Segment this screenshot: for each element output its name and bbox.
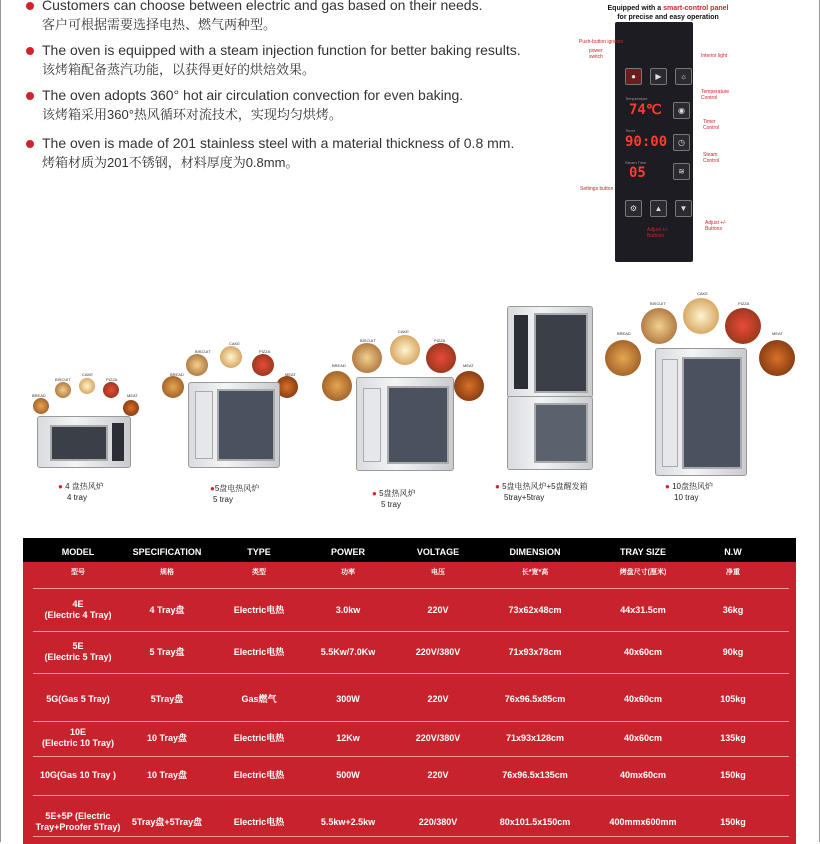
cell-dimension: 80x101.5x150cm bbox=[499, 816, 571, 827]
up-arrow-icon: ▲ bbox=[650, 200, 667, 217]
cell-voltage: 220/380V bbox=[418, 816, 458, 827]
food-label-cake: CAKE bbox=[229, 341, 240, 346]
cell-type: Electric电热 bbox=[233, 816, 285, 827]
down-arrow-icon: ▼ bbox=[675, 200, 692, 217]
feature-list bbox=[26, 0, 566, 179]
label-steam-control: Steam Control bbox=[703, 152, 720, 164]
cell-specification: 10 Tray盘 bbox=[146, 732, 188, 743]
header-specification: SPECIFICATION bbox=[132, 547, 202, 557]
food-label-biscuit: BISCUIT bbox=[55, 377, 71, 382]
cell-dimension: 76x96.5x135cm bbox=[502, 769, 568, 780]
product-5-tray-gas bbox=[320, 325, 490, 515]
oven-window bbox=[387, 386, 449, 464]
feature-text-zh: 烤箱材质为201不锈钢，材料厚度为0.8mm。 bbox=[42, 155, 299, 170]
cell-specification: 5Tray盘+5Tray盘 bbox=[131, 816, 203, 827]
cell-type: Electric电热 bbox=[233, 604, 285, 615]
control-panel-figure bbox=[577, 0, 820, 262]
cell-nw: 150kg bbox=[720, 816, 746, 827]
biscuit-food-icon bbox=[352, 343, 382, 373]
panel-title-sub: for precise and easy operation bbox=[617, 14, 719, 21]
cell-specification: 5 Tray盘 bbox=[149, 646, 185, 657]
feature-text-en: Customers can choose between electric and gas based on their needs. bbox=[42, 0, 483, 13]
cell-tray-size: 40x60cm bbox=[623, 732, 663, 743]
temperature-display: 74℃ bbox=[629, 102, 662, 118]
oven-control-strip bbox=[662, 359, 678, 467]
cell-power: 500W bbox=[336, 769, 360, 780]
cell-model: 5E (Electric 5 Tray) bbox=[44, 641, 112, 662]
feature-item bbox=[26, 0, 566, 34]
cell-type: Electric电热 bbox=[233, 646, 285, 657]
meat-food-icon bbox=[759, 340, 795, 376]
cell-dimension: 73x62x48cm bbox=[508, 604, 562, 615]
subheader-dimension: 长*宽*高 bbox=[521, 569, 549, 576]
food-label-meat: MEAT bbox=[463, 363, 474, 368]
bread-food-icon bbox=[605, 340, 641, 376]
food-label-biscuit: BISCUIT bbox=[360, 338, 376, 343]
food-label-pizza: PIZZA bbox=[106, 377, 118, 382]
product-caption bbox=[58, 481, 148, 503]
feature-text-en: The oven is made of 201 stainless steel with a material thickness of 0.8 mm. bbox=[42, 135, 515, 151]
bread-food-icon bbox=[162, 376, 184, 398]
food-label-meat: MEAT bbox=[285, 372, 296, 377]
product-5-tray-electric bbox=[158, 340, 308, 510]
settings-icon: ⚙ bbox=[625, 200, 642, 217]
header-type: TYPE bbox=[247, 547, 271, 557]
oven-control-strip bbox=[514, 315, 528, 389]
cell-tray-size: 40x60cm bbox=[623, 646, 663, 657]
cell-power: 5.5kw+2.5kw bbox=[320, 816, 376, 827]
label-temperature-control: Temperature Control bbox=[701, 89, 730, 101]
bullet-dot-icon bbox=[26, 92, 34, 100]
header-tray-size: TRAY SIZE bbox=[619, 547, 666, 557]
product-10-tray bbox=[603, 288, 803, 508]
food-label-cake: CAKE bbox=[82, 372, 93, 377]
product-caption bbox=[495, 481, 605, 503]
oven-image bbox=[188, 382, 280, 468]
row-divider bbox=[33, 631, 789, 632]
power-switch-icon: ▶ bbox=[650, 68, 667, 85]
cell-type: Electric电热 bbox=[233, 769, 285, 780]
biscuit-food-icon bbox=[186, 354, 208, 376]
oven-control-strip bbox=[363, 388, 381, 462]
product-name-zh: 5盘热风炉 bbox=[379, 489, 416, 498]
row-divider bbox=[33, 795, 789, 796]
header-dimension: DIMENSION bbox=[509, 547, 561, 557]
ignition-button-icon: ● bbox=[625, 68, 642, 85]
steam-caption: Steam Time bbox=[625, 160, 647, 165]
oven-image bbox=[507, 306, 593, 398]
subheader-power: 功率 bbox=[341, 569, 355, 576]
header-power: POWER bbox=[330, 547, 365, 557]
cell-tray-size: 44x31.5cm bbox=[620, 604, 666, 615]
cell-tray-size: 40mx60cm bbox=[619, 769, 667, 780]
cell-voltage: 220V/380V bbox=[415, 732, 461, 743]
meat-food-icon bbox=[454, 371, 484, 401]
feature-text-zh: 该烤箱采用360°热风循环对流技术，实现均匀烘烤。 bbox=[42, 107, 342, 122]
label-adjust-buttons-left: Adjust +/- Buttons bbox=[647, 227, 669, 239]
label-settings-button: Settings button bbox=[580, 186, 614, 192]
oven-image bbox=[37, 416, 131, 468]
food-label-bread: BREAD bbox=[617, 331, 631, 336]
cell-voltage: 220V bbox=[427, 693, 449, 704]
feature-text-en: The oven is equipped with a steam injection function for better baking results. bbox=[42, 42, 521, 58]
cell-specification: 5Tray盘 bbox=[150, 693, 184, 704]
oven-control-strip bbox=[112, 423, 124, 461]
pizza-food-icon bbox=[103, 382, 119, 398]
bullet-dot-icon: ● bbox=[665, 482, 673, 491]
cell-tray-size: 400mmx600mm bbox=[609, 816, 677, 827]
cell-nw: 135kg bbox=[720, 732, 746, 743]
cell-dimension: 71x93x78cm bbox=[508, 646, 562, 657]
pizza-food-icon bbox=[252, 354, 274, 376]
cell-model: 5G(Gas 5 Tray) bbox=[46, 693, 110, 704]
row-divider bbox=[33, 836, 789, 837]
cell-nw: 36kg bbox=[722, 604, 744, 615]
subheader-tray-size: 烤盘尺寸(厘米) bbox=[619, 569, 667, 576]
timer-display: 90:00 bbox=[625, 134, 668, 150]
cell-nw: 105kg bbox=[720, 693, 746, 704]
feature-item bbox=[26, 134, 566, 172]
food-label-biscuit: BISCUIT bbox=[650, 301, 666, 306]
row-divider bbox=[33, 721, 789, 722]
temperature-caption: Temperature bbox=[625, 96, 648, 101]
cell-type: Gas燃气 bbox=[241, 693, 277, 704]
product-name-zh: 5盘电热风炉+5盘醒发箱 bbox=[502, 482, 588, 491]
oven-image bbox=[655, 348, 747, 476]
cake-food-icon bbox=[683, 298, 719, 334]
cell-voltage: 220V bbox=[427, 769, 449, 780]
cake-food-icon bbox=[79, 378, 95, 394]
light-button-icon: ☼ bbox=[675, 68, 692, 85]
feature-item bbox=[26, 41, 566, 79]
product-caption bbox=[372, 488, 472, 510]
row-divider bbox=[33, 673, 789, 674]
oven-window bbox=[50, 425, 108, 461]
subheader-nw: 净重 bbox=[726, 569, 740, 576]
food-label-bread: BREAD bbox=[170, 372, 184, 377]
header-voltage: VOLTAGE bbox=[416, 547, 460, 557]
food-label-pizza: PIZZA bbox=[738, 301, 750, 306]
steam-display: 05 bbox=[629, 165, 646, 181]
cell-power: 12Kw bbox=[336, 732, 360, 743]
biscuit-food-icon bbox=[55, 382, 71, 398]
bullet-dot-icon bbox=[26, 140, 34, 148]
food-label-pizza: PIZZA bbox=[259, 349, 271, 354]
control-panel bbox=[615, 22, 693, 262]
oven-window bbox=[682, 357, 742, 469]
label-timer-control: Timer Control bbox=[703, 119, 720, 131]
biscuit-food-icon bbox=[641, 308, 677, 344]
oven-image bbox=[356, 377, 454, 471]
food-label-bread: BREAD bbox=[332, 363, 346, 368]
panel-title bbox=[583, 4, 753, 22]
product-5-plus-5-tray bbox=[495, 300, 605, 510]
label-push-button: Push-button ignition bbox=[579, 39, 624, 45]
row-divider bbox=[33, 588, 789, 589]
subheader-voltage: 电压 bbox=[431, 569, 445, 576]
product-name-en: 4 tray bbox=[67, 493, 88, 502]
oven-window bbox=[217, 389, 275, 461]
row-divider bbox=[33, 756, 789, 757]
label-interior-light: Interior light bbox=[701, 53, 728, 59]
cell-model: 10E (Electric 10 Tray) bbox=[41, 727, 115, 748]
panel-title-part: Equipped with a bbox=[607, 5, 662, 12]
cell-dimension: 71x93x128cm bbox=[505, 732, 565, 743]
label-power-switch: power switch bbox=[589, 48, 603, 60]
product-name-en: 5 tray bbox=[381, 500, 402, 509]
bullet-dot-icon: ● bbox=[210, 484, 215, 493]
cell-voltage: 220V/380V bbox=[415, 646, 461, 657]
timer-caption: Timer bbox=[625, 128, 636, 133]
cell-nw: 150kg bbox=[720, 769, 746, 780]
subheader-type: 类型 bbox=[252, 569, 266, 576]
product-name-zh: 4 盘热风炉 bbox=[65, 482, 104, 491]
feature-text-zh: 该烤箱配备蒸汽功能，以获得更好的烘焙效果。 bbox=[42, 62, 316, 77]
header-nw: N.W bbox=[724, 547, 742, 557]
pizza-food-icon bbox=[725, 308, 761, 344]
cake-food-icon bbox=[220, 346, 242, 368]
food-label-bread: BREAD bbox=[32, 393, 46, 398]
food-label-cake: CAKE bbox=[398, 329, 409, 334]
table-header bbox=[23, 538, 796, 562]
bullet-dot-icon: ● bbox=[372, 489, 380, 498]
cell-model: 5E+5P (Electric Tray+Proofer 5Tray) bbox=[35, 811, 121, 832]
cell-voltage: 220V bbox=[427, 604, 449, 615]
oven-window bbox=[534, 313, 588, 393]
oven-control-strip bbox=[195, 391, 213, 459]
product-name-en: 5tray+5tray bbox=[504, 493, 545, 502]
cell-nw: 90kg bbox=[722, 646, 744, 657]
steam-icon: ≋ bbox=[673, 163, 690, 180]
cell-tray-size: 40x60cm bbox=[623, 693, 663, 704]
product-4-tray bbox=[25, 370, 150, 510]
bread-food-icon bbox=[33, 398, 49, 414]
cell-type: Electric电热 bbox=[233, 732, 285, 743]
product-caption bbox=[210, 483, 310, 505]
proofer-window bbox=[534, 403, 588, 463]
product-name-en: 10 tray bbox=[674, 493, 699, 502]
product-name-zh: 10盘热风炉 bbox=[672, 482, 713, 491]
proofer-image bbox=[507, 396, 593, 470]
food-label-meat: MEAT bbox=[127, 393, 138, 398]
feature-item bbox=[26, 86, 566, 124]
bread-food-icon bbox=[322, 371, 352, 401]
food-label-cake: CAKE bbox=[697, 291, 708, 296]
meat-food-icon bbox=[123, 400, 139, 416]
temperature-knob-icon: ◉ bbox=[673, 102, 690, 119]
cell-power: 5.5Kw/7.0Kw bbox=[320, 646, 376, 657]
food-label-biscuit: BISCUIT bbox=[195, 349, 211, 354]
cell-dimension: 76x96.5x85cm bbox=[504, 693, 566, 704]
cell-power: 3.0kw bbox=[335, 604, 361, 615]
product-name-en: 5 tray bbox=[213, 495, 234, 504]
header-model: MODEL bbox=[61, 547, 95, 557]
subheader-model: 型号 bbox=[71, 569, 85, 576]
pizza-food-icon bbox=[426, 343, 456, 373]
bullet-dot-icon: ● bbox=[495, 482, 503, 491]
bullet-dot-icon bbox=[26, 47, 34, 55]
food-label-meat: MEAT bbox=[772, 331, 783, 336]
cell-model: 4E (Electric 4 Tray) bbox=[44, 599, 112, 620]
timer-clock-icon: ◷ bbox=[673, 134, 690, 151]
subheader-specification: 规格 bbox=[160, 569, 174, 576]
food-label-pizza: PIZZA bbox=[434, 338, 446, 343]
product-caption bbox=[665, 481, 765, 503]
cake-food-icon bbox=[390, 335, 420, 365]
bullet-dot-icon bbox=[26, 2, 34, 10]
bullet-dot-icon: ● bbox=[58, 482, 66, 491]
product-name-zh: 5盘电热风炉 bbox=[214, 484, 260, 493]
cell-specification: 10 Tray盘 bbox=[146, 769, 188, 780]
feature-text-en: The oven adopts 360° hot air circulation convection for even baking. bbox=[42, 87, 464, 103]
feature-text-zh: 客户可根据需要选择电热、燃气两种型。 bbox=[42, 17, 277, 32]
cell-specification: 4 Tray盘 bbox=[149, 604, 185, 615]
panel-title-highlight: smart-control panel bbox=[663, 5, 729, 12]
cell-model: 10G(Gas 10 Tray ) bbox=[39, 769, 117, 780]
spec-table bbox=[23, 538, 796, 844]
label-adjust-buttons-right: Adjust +/- Buttons bbox=[705, 220, 727, 232]
cell-power: 300W bbox=[336, 693, 360, 704]
